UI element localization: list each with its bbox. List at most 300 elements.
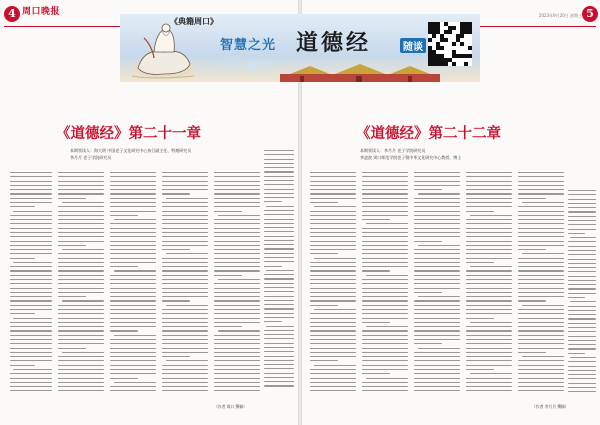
text-column (466, 172, 512, 395)
text-line (362, 176, 408, 177)
text-column (310, 172, 356, 395)
text-line (310, 219, 356, 220)
text-line (162, 215, 208, 216)
text-line (568, 276, 596, 277)
text-column (362, 172, 408, 395)
text-line (366, 378, 408, 379)
text-line (470, 266, 512, 267)
signature-left: （作者 周口 撰稿） (214, 404, 247, 409)
text-line (518, 326, 564, 327)
text-line (264, 180, 294, 181)
text-line (518, 258, 564, 259)
text-line (110, 258, 156, 259)
text-line (162, 288, 208, 289)
text-line (518, 322, 564, 323)
text-line (414, 292, 442, 293)
text-line (110, 305, 156, 306)
text-line (362, 181, 408, 182)
text-line (518, 292, 564, 293)
text-line (264, 321, 282, 322)
text-line (214, 352, 260, 353)
text-line (466, 318, 494, 319)
text-line (162, 193, 190, 194)
text-line (568, 288, 596, 289)
text-column (414, 172, 460, 395)
text-line (58, 258, 104, 259)
text-line (58, 378, 104, 379)
text-line (10, 258, 35, 259)
text-line (414, 369, 460, 370)
text-line (466, 275, 512, 276)
text-line (110, 189, 156, 190)
text-line (414, 335, 460, 336)
text-line (214, 386, 260, 387)
text-line (466, 279, 512, 280)
text-line (466, 193, 512, 194)
text-line (110, 279, 156, 280)
text-line (568, 280, 596, 281)
text-line (162, 249, 190, 250)
text-line (162, 300, 190, 301)
text-line (466, 189, 512, 190)
text-line (518, 378, 564, 379)
text-line (264, 338, 294, 339)
text-line (414, 241, 442, 242)
text-line (10, 198, 52, 199)
text-line (414, 318, 460, 319)
text-line (362, 283, 408, 284)
text-line (568, 284, 596, 285)
text-line (10, 245, 52, 246)
text-line (110, 313, 156, 314)
text-line (218, 215, 260, 216)
text-line (58, 339, 104, 340)
text-line (214, 236, 260, 237)
text-line (568, 229, 596, 230)
text-line (314, 309, 356, 310)
text-line (362, 343, 408, 344)
text-line (466, 356, 512, 357)
text-line (518, 352, 546, 353)
text-line (110, 352, 156, 353)
text-line (362, 249, 408, 250)
text-line (162, 189, 208, 190)
text-line (568, 211, 596, 212)
text-line (13, 262, 52, 263)
banner-talk-badge: 随谈 (400, 38, 426, 53)
text-line (362, 360, 408, 361)
text-line (310, 292, 356, 293)
text-line (362, 300, 408, 301)
text-line (264, 385, 294, 386)
text-line (162, 365, 208, 366)
text-line (366, 275, 408, 276)
byline-right-2: 李凌波 周口师范学院老子暨中华文化研究中心教授、博士 (360, 155, 462, 160)
text-line (568, 331, 596, 332)
text-line (58, 275, 104, 276)
text-line (214, 245, 260, 246)
text-line (568, 254, 596, 255)
text-line (310, 390, 356, 391)
text-line (110, 390, 156, 391)
text-line (568, 267, 596, 268)
text-line (10, 348, 52, 349)
text-line (264, 274, 294, 275)
text-line (110, 356, 156, 357)
text-line (264, 210, 294, 211)
text-line (110, 373, 156, 374)
text-line (264, 377, 294, 378)
text-line (310, 275, 356, 276)
text-line (162, 172, 208, 173)
text-line (13, 369, 52, 370)
text-line (214, 283, 260, 284)
text-line (10, 223, 52, 224)
text-line (362, 215, 408, 216)
text-line (166, 198, 208, 199)
text-line (162, 275, 208, 276)
text-line (466, 241, 512, 242)
text-line (310, 296, 356, 297)
text-line (162, 339, 208, 340)
text-line (266, 326, 294, 327)
text-line (110, 266, 138, 267)
text-line (414, 339, 460, 340)
text-line (466, 343, 512, 344)
text-line (310, 335, 356, 336)
text-line (310, 270, 356, 271)
text-line (414, 185, 460, 186)
text-line (58, 198, 86, 199)
text-line (58, 292, 104, 293)
text-line (10, 249, 52, 250)
text-line (310, 193, 356, 194)
text-line (214, 258, 260, 259)
text-line (568, 297, 585, 298)
text-line (10, 292, 52, 293)
text-line (10, 232, 52, 233)
text-line (466, 236, 512, 237)
text-line (10, 283, 52, 284)
text-line (362, 313, 408, 314)
text-line (162, 202, 208, 203)
text-line (310, 348, 356, 349)
page-number-left: 4 (4, 6, 20, 22)
text-line (414, 283, 460, 284)
text-line (414, 219, 460, 220)
text-line (310, 373, 356, 374)
headline-chapter-21: 《道德经》第二十一章 (56, 125, 201, 142)
text-line (214, 313, 260, 314)
byline-left-2: 李月月 老子学院研究员 (70, 155, 112, 160)
text-line (414, 313, 460, 314)
text-line (518, 283, 564, 284)
text-line (110, 296, 156, 297)
text-line (466, 335, 512, 336)
text-line (110, 318, 156, 319)
text-line (214, 228, 260, 229)
text-line (362, 219, 390, 220)
text-line (110, 202, 156, 203)
byline-right-1: 本期领读人：李月月 老子学院研究员 (360, 148, 426, 153)
text-line (214, 300, 260, 301)
text-line (58, 232, 104, 233)
text-line (414, 382, 460, 383)
text-line (518, 330, 564, 331)
text-line (264, 317, 294, 318)
text-line (162, 270, 208, 271)
text-line (214, 275, 242, 276)
text-line (10, 202, 52, 203)
text-line (264, 214, 294, 215)
text-line (362, 193, 408, 194)
text-line (522, 253, 564, 254)
text-line (162, 309, 208, 310)
text-line (110, 198, 156, 199)
text-line (58, 356, 104, 357)
text-line (110, 236, 156, 237)
text-line (466, 378, 512, 379)
text-line (58, 215, 104, 216)
text-column (58, 172, 104, 395)
text-line (110, 223, 156, 224)
text-line (264, 193, 294, 194)
text-line (314, 258, 356, 259)
text-line (162, 390, 208, 391)
text-line (58, 219, 104, 220)
text-line (568, 383, 596, 384)
text-line (568, 391, 596, 392)
text-line (414, 262, 460, 263)
text-line (362, 279, 408, 280)
text-line (466, 309, 512, 310)
text-line (218, 279, 260, 280)
text-line (10, 309, 52, 310)
text-line (264, 291, 294, 292)
text-column (10, 172, 52, 395)
text-line (264, 171, 294, 172)
sage-on-ox-illustration (124, 18, 204, 82)
text-line (10, 176, 52, 177)
text-line (466, 305, 512, 306)
text-line (58, 185, 104, 186)
text-line (518, 172, 564, 173)
text-line (162, 369, 208, 370)
text-line (62, 249, 104, 250)
text-line (568, 340, 596, 341)
text-line (10, 181, 52, 182)
text-line (310, 288, 356, 289)
text-line (414, 288, 460, 289)
text-line (162, 313, 208, 314)
qr-code[interactable] (428, 22, 472, 66)
text-line (570, 301, 596, 302)
text-line (10, 185, 52, 186)
text-line (466, 262, 494, 263)
text-line (362, 318, 408, 319)
text-line (362, 198, 408, 199)
text-line (362, 356, 408, 357)
text-line (418, 245, 460, 246)
text-line (414, 360, 460, 361)
text-line (518, 185, 564, 186)
text-line (414, 249, 460, 250)
text-line (58, 313, 104, 314)
text-line (518, 181, 564, 182)
text-line (414, 172, 460, 173)
banner-reflection-text: 光之慧智 (220, 60, 273, 74)
text-line (366, 326, 408, 327)
text-line (264, 244, 294, 245)
text-line (266, 206, 294, 207)
text-line (418, 296, 460, 297)
text-line (110, 262, 156, 263)
text-line (466, 253, 512, 254)
text-line (162, 228, 208, 229)
text-line (466, 219, 512, 220)
text-line (214, 378, 260, 379)
text-line (466, 369, 494, 370)
text-line (58, 279, 104, 280)
text-line (58, 386, 104, 387)
text-line (568, 310, 596, 311)
text-line (362, 232, 408, 233)
text-line (58, 206, 104, 207)
text-line (214, 373, 260, 374)
text-line (58, 343, 104, 344)
text-line (264, 176, 294, 177)
text-line (414, 300, 460, 301)
text-line (310, 262, 356, 263)
text-line (310, 266, 356, 267)
text-line (110, 322, 156, 323)
text-line (314, 206, 356, 207)
text-line (362, 266, 408, 267)
text-line (466, 288, 512, 289)
text-line (518, 219, 564, 220)
text-line (568, 314, 596, 315)
text-line (110, 232, 156, 233)
text-line (58, 296, 86, 297)
text-column (110, 172, 156, 395)
text-line (362, 189, 408, 190)
text-line (10, 279, 52, 280)
text-line (310, 215, 356, 216)
text-line (310, 343, 356, 344)
text-line (310, 236, 356, 237)
text-line (58, 318, 104, 319)
text-line (264, 300, 294, 301)
text-line (264, 278, 294, 279)
text-line (310, 245, 356, 246)
text-line (466, 176, 512, 177)
text-line (214, 339, 260, 340)
text-line (310, 322, 356, 323)
text-line (266, 270, 294, 271)
text-line (114, 335, 156, 336)
text-line (568, 366, 596, 367)
text-line (264, 343, 294, 344)
text-line (466, 348, 512, 349)
text-line (310, 211, 356, 212)
text-line (162, 352, 208, 353)
text-line (466, 330, 512, 331)
text-line (10, 172, 52, 173)
text-line (362, 172, 408, 173)
text-line (414, 236, 460, 237)
text-line (162, 232, 208, 233)
text-line (568, 233, 585, 234)
text-line (264, 368, 294, 369)
text-line (466, 292, 512, 293)
text-line (264, 257, 294, 258)
text-line (110, 365, 156, 366)
text-line (568, 336, 596, 337)
text-line (518, 275, 564, 276)
text-line (310, 279, 356, 280)
text-line (568, 348, 596, 349)
text-line (110, 339, 156, 340)
text-line (58, 283, 104, 284)
text-line (110, 245, 156, 246)
text-line (264, 189, 294, 190)
text-line (264, 360, 294, 361)
text-line (264, 287, 294, 288)
text-line (264, 167, 294, 168)
text-line (214, 390, 260, 391)
text-line (522, 356, 564, 357)
text-column (568, 190, 596, 396)
text-line (362, 241, 408, 242)
text-line (568, 370, 596, 371)
text-line (414, 228, 460, 229)
text-line (568, 203, 596, 204)
text-line (10, 352, 52, 353)
text-line (466, 365, 512, 366)
text-line (58, 223, 104, 224)
text-line (518, 236, 564, 237)
text-line (310, 176, 356, 177)
text-line (264, 364, 294, 365)
text-line (466, 270, 512, 271)
text-line (568, 378, 596, 379)
text-line (568, 199, 596, 200)
text-line (518, 365, 564, 366)
text-line (466, 296, 512, 297)
text-line (264, 347, 294, 348)
text-line (466, 300, 512, 301)
text-line (466, 245, 512, 246)
text-line (214, 172, 260, 173)
text-line (114, 219, 156, 220)
text-line (414, 181, 460, 182)
text-line (162, 266, 208, 267)
text-line (518, 300, 546, 301)
text-line (518, 360, 564, 361)
text-line (10, 360, 52, 361)
text-line (568, 241, 596, 242)
text-line (214, 232, 260, 233)
text-line (110, 215, 138, 216)
text-line (110, 292, 156, 293)
text-line (362, 236, 408, 237)
text-line (214, 296, 260, 297)
text-line (58, 330, 104, 331)
page-number-right: 5 (582, 6, 598, 22)
text-line (110, 176, 156, 177)
text-line (62, 202, 104, 203)
text-line (568, 327, 596, 328)
